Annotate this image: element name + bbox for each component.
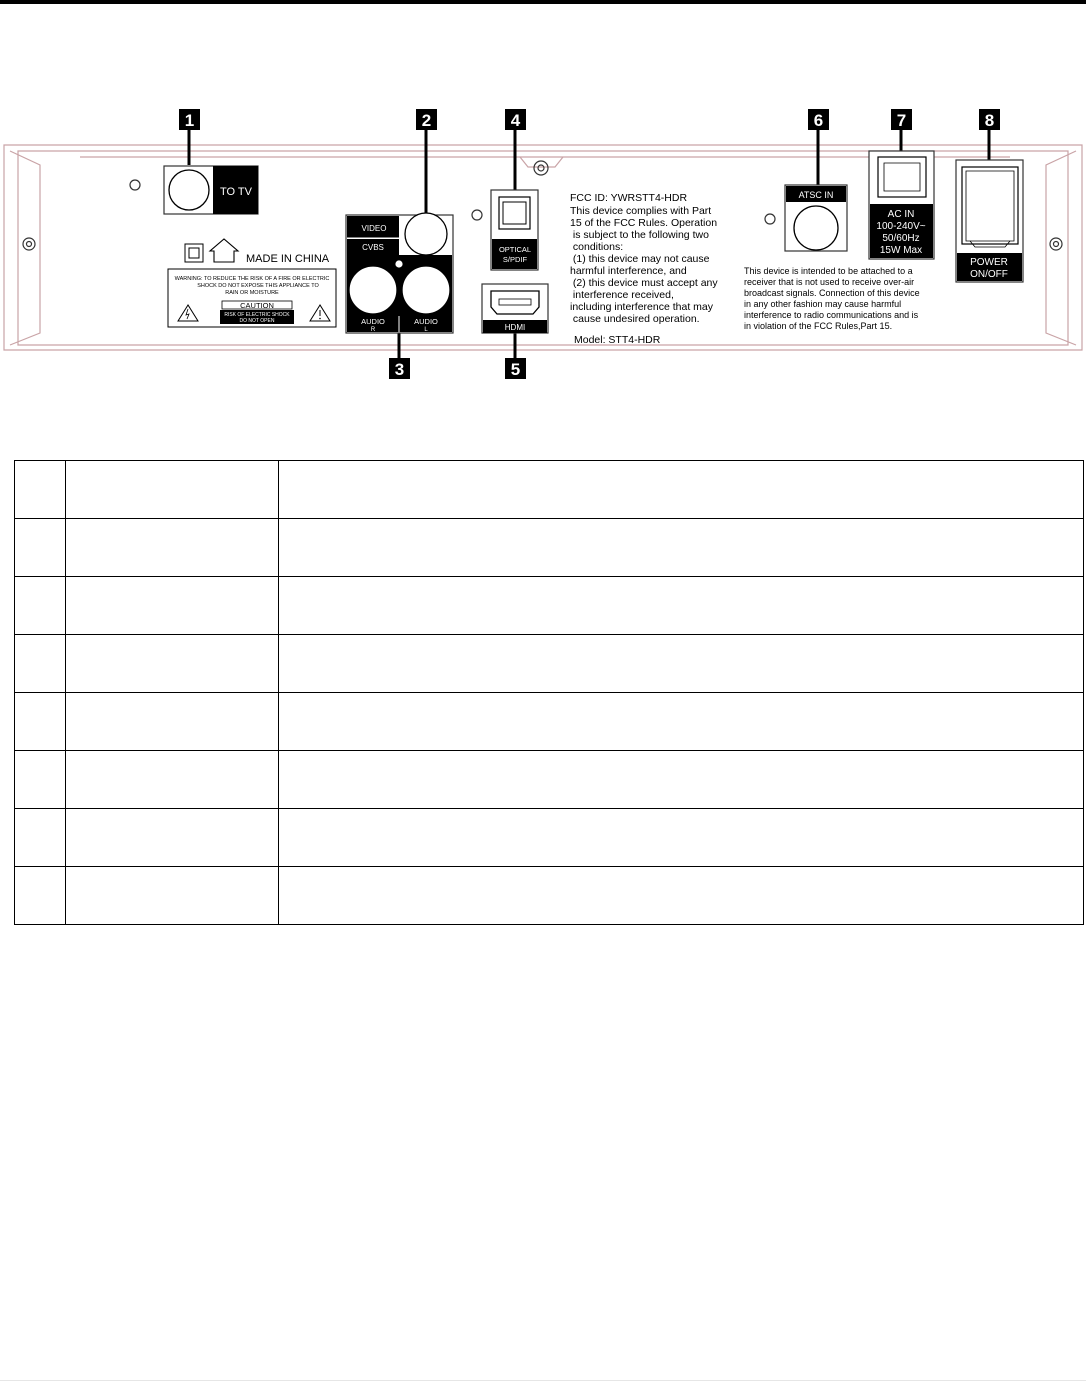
callout-label-8: 8	[984, 111, 995, 130]
warning-triangle-icon	[178, 305, 198, 321]
warning-label	[168, 269, 336, 327]
callout-label-2: 2	[421, 111, 432, 130]
ac-in-line-3: 50/60Hz	[882, 233, 920, 244]
notice-line-2: receiver that is not used to receive over-air	[744, 277, 915, 287]
warning-line-1: WARNING: TO REDUCE THE RISK OF A FIRE OR ELECTRIC	[174, 276, 330, 282]
connector-legend-table	[14, 460, 1084, 925]
callout-label-1: 1	[184, 111, 195, 130]
table-cell	[15, 577, 66, 635]
to-tv-label: TO TV	[220, 186, 252, 198]
table-cell	[279, 693, 1084, 751]
table-row	[15, 519, 1084, 577]
fcc-line-4: is subject to the following two	[570, 229, 709, 241]
table-cell	[66, 751, 279, 809]
table-row	[15, 751, 1084, 809]
table-cell	[279, 867, 1084, 925]
video-label: VIDEO	[361, 224, 387, 233]
audio-l-label: AUDIO	[414, 317, 438, 326]
warning-line-3: RAIN OR MOISTURE	[225, 290, 279, 296]
caution-line-1: RISK OF ELECTRIC SHOCK	[224, 312, 290, 318]
table-row	[15, 577, 1084, 635]
table-cell	[66, 693, 279, 751]
table-cell	[279, 577, 1084, 635]
top-rule	[0, 0, 1086, 4]
table-cell	[66, 867, 279, 925]
callout-label-6: 6	[813, 111, 824, 130]
house-icon	[210, 239, 238, 262]
notice-line-1: This device is intended to be attached to a	[744, 266, 913, 276]
table-cell	[66, 635, 279, 693]
optical-label-2: S/PDIF	[502, 255, 528, 264]
caution-title: CAUTION	[240, 301, 274, 310]
notice-line-4: in any other fashion may cause harmful	[744, 299, 902, 309]
table-cell	[15, 693, 66, 751]
caution-line-2: DO NOT OPEN	[239, 318, 275, 324]
ac-in-port	[869, 151, 934, 259]
fcc-notice	[744, 266, 920, 331]
table-row	[15, 635, 1084, 693]
table-cell	[279, 635, 1084, 693]
callout-label-4: 4	[510, 111, 521, 130]
table-cell	[279, 461, 1084, 519]
audio-r-label: AUDIO	[361, 317, 385, 326]
table-cell	[15, 809, 66, 867]
av-ports	[346, 213, 453, 333]
video-jack	[405, 213, 447, 255]
to-tv-port	[164, 166, 258, 214]
audio-l-sub: L	[424, 327, 428, 333]
notice-line-5: interference to radio communications and is	[744, 310, 919, 320]
power-switch	[956, 160, 1023, 282]
table-cell	[279, 519, 1084, 577]
made-in-china-text: MADE IN CHINA	[246, 253, 330, 265]
fcc-line-6: (1) this device may not cause	[570, 253, 710, 265]
fcc-statement	[570, 192, 718, 346]
table-cell	[15, 461, 66, 519]
table-cell	[15, 635, 66, 693]
table-cell	[15, 751, 66, 809]
table-cell	[66, 577, 279, 635]
ac-in-line-4: 15W Max	[879, 245, 923, 256]
audio-r-sub: R	[370, 327, 376, 333]
ac-in-line-1: AC IN	[887, 209, 915, 220]
hdmi-label: HDMI	[504, 323, 526, 332]
bottom-rule	[0, 1380, 1086, 1381]
optical-label-1: OPTICAL	[498, 245, 532, 254]
fcc-line-11: cause undesired operation.	[570, 313, 700, 325]
fcc-line-8: (2) this device must accept any	[570, 277, 718, 289]
hdmi-port	[482, 284, 548, 333]
table-cell	[66, 461, 279, 519]
cvbs-label: CVBS	[362, 243, 384, 252]
table-cell	[279, 751, 1084, 809]
callout-label-7: 7	[896, 111, 907, 130]
table-row	[15, 461, 1084, 519]
table-cell	[279, 809, 1084, 867]
table-cell	[15, 519, 66, 577]
model-label: Model: STT4-HDR	[574, 334, 661, 346]
table-cell	[15, 867, 66, 925]
atsc-in-port	[785, 185, 847, 251]
ac-in-line-2: 100-240V~	[876, 221, 926, 232]
fcc-line-1: FCC ID: YWRSTT4-HDR	[570, 192, 688, 204]
fcc-line-5: conditions:	[570, 241, 624, 253]
atsc-in-label: ATSC IN	[798, 190, 834, 200]
table-row	[15, 809, 1084, 867]
power-label-1: POWER	[970, 257, 1008, 268]
rear-panel-diagram	[0, 105, 1086, 385]
table-row	[15, 693, 1084, 751]
notice-line-6: in violation of the FCC Rules,Part 15.	[744, 321, 893, 331]
table-cell	[66, 519, 279, 577]
power-label-2: ON/OFF	[970, 269, 1008, 280]
fcc-line-2: This device complies with Part	[570, 205, 712, 217]
table-row	[15, 867, 1084, 925]
fcc-line-9: interference received,	[570, 289, 674, 301]
audio-r-jack	[349, 266, 397, 314]
fcc-line-3: 15 of the FCC Rules. Operation	[570, 217, 718, 229]
warning-line-2: SHOCK DO NOT EXPOSE THIS APPLIANCE TO	[197, 283, 319, 289]
callout-label-3: 3	[394, 360, 405, 379]
notice-line-3: broadcast signals. Connection of this device	[744, 288, 920, 298]
optical-port	[491, 190, 538, 270]
made-in-china-label	[185, 239, 330, 265]
fcc-line-10: including interference that may	[570, 301, 713, 313]
audio-l-jack	[402, 266, 450, 314]
table-cell	[66, 809, 279, 867]
callout-label-5: 5	[510, 360, 521, 379]
fcc-line-7: harmful interference, and	[570, 265, 687, 277]
